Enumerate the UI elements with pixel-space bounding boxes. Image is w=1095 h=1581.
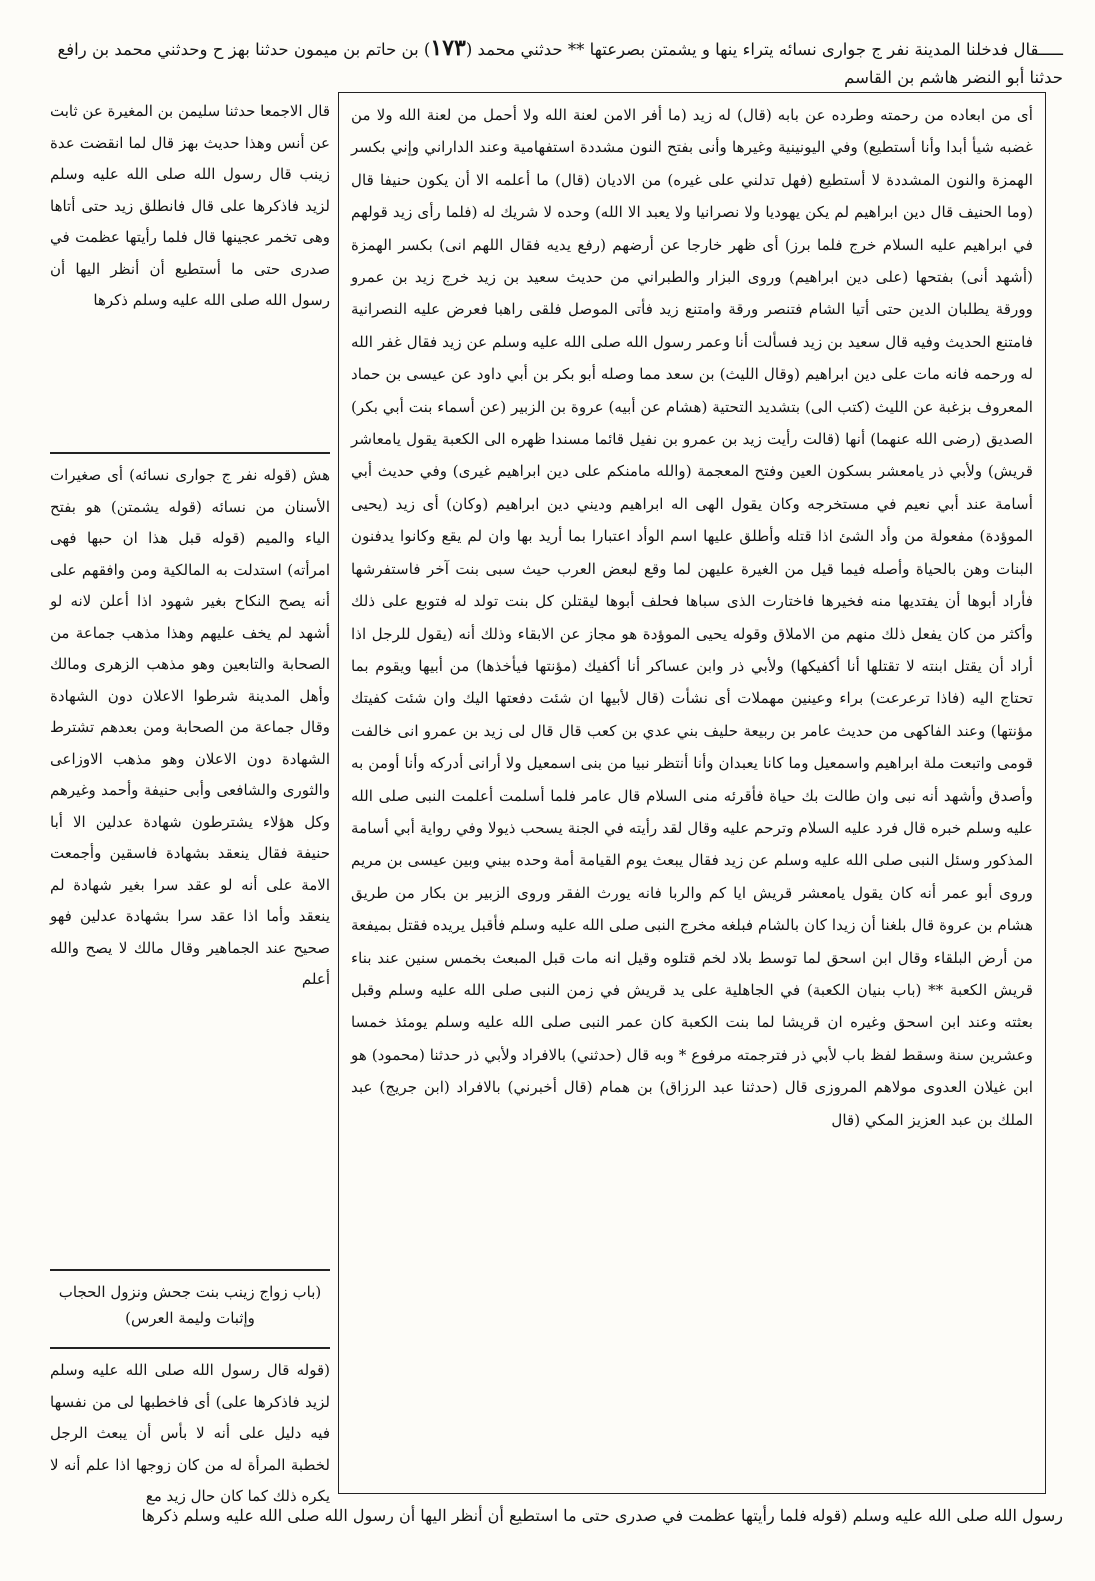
divider xyxy=(50,1269,330,1271)
header-text-start: ـــــقال فدخلنا المدينة نفر ج جوارى نسائه يتراء ينها و يشمتن بصرعتها ** حدثني محمد ( xyxy=(465,40,1063,59)
margin-column xyxy=(50,96,330,1505)
margin-commentary-text: هش (قوله نفر ج جوارى نسائه) أى صغيرات الأسنان من نسائه (قوله يشمتن) هو بفتح الياء والميم (قوله قبل هذا ان حبها فهى امرأته) استدلت به المالكية ومن وافقهم على أنه يصح النكاح بغير شهود اذا أعلن لانه لو أشهد لم يخف عليهم وهذا مذهب جماعة من الصحابة والتابعين وهو مذهب الزهرى ومالك وأهل المدينة شرطوا الاعلان دون الشهادة وقال جماعة من الصحابة ومن بعدهم تشترط الشهادة دون الاعلان وهو مذهب الاوزاعى والثورى والشافعى وأبى حنيفة وأحمد وغيرهم وكل هؤلاء يشترطون شهادة عدلين الا أبا حنيفة فقال ينعقد بشهادة فاسقين وأجمعت الامة على أنه لو عقد سرا بغير شهادة لم ينعقد وأما اذا عقد سرا بشهادة عدلين فهو صحيح عند الجماهير وقال مالك لا يصح والله أعلم xyxy=(50,466,330,988)
header-text-end: ) بن حاتم بن ميمون حدثنا بهز ح وحدثني محمد بن رافع حدثنا أبو النضر هاشم بن القاسم xyxy=(57,40,1063,87)
main-commentary-text: أى من ابعاده من رحمته وطرده عن بابه (قال) له زيد (ما أفر الامن لعنة الله ولا أحمل من لعنة الله ولا من غضبه شيأ أبدا وأنا أستطيع) وفي اليونينية وغيرها وأنى بفتح النون مشددة استفهامية وعند الداراني وإني بكسر الهمزة والنون المشددة لا أستطيع (فهل تدلني على غيره) من الاديان (قال) ما أعلمه الا أن يكون حنيفا قال (وما الحنيف قال دين ابراهيم لم يكن يهوديا ولا نصرانيا ولا يعبد الا الله) وحده لا شريك له (فلما رأى زيد قولهم في ابراهيم عليه السلام خرج فلما برز) أى ظهر خارجا عن أرضهم (رفع يديه فقال اللهم انى) بكسر الهمزة (أشهد أنى) بفتحها (على دين ابراهيم) وروى البزار والطبراني من حديث سعيد بن زيد خرج زيد بن عمرو وورقة يطلبان الدين حتى أتيا الشام فتنصر ورقة وامتنع زيد فأتى الموصل فلقى راهبا فعرض عليه النصرانية فامتنع الحديث وفيه قال سعيد بن زيد فسألت أنا وعمر رسول الله صلى الله عليه وسلم عن زيد فقال غفر الله له ورحمه فانه مات على دين ابراهيم (وقال الليث) بن سعد مما وصله أبو بكر بن أبي داود عن عيسى بن حماد المعروف بزغبة عن الليث (كتب الى) بتشديد التحتية (هشام عن أبيه) عروة بن الزبير (عن أسماء بنت أبي بكر) الصديق (رضى الله عنهما) أنها (قالت رأيت زيد بن عمرو بن نفيل قائما مسندا ظهره الى الكعبة يقول يامعاشر قريش) ولأبي ذر يامعشر بسكون العين وفتح المعجمة (والله مامنكم على دين ابراهيم غيرى) وفي حديث أبي أسامة عند أبي نعيم في مستخرجه وكان يقول الهى اله ابراهيم وديني دين ابراهيم (وكان) أى زيد (يحيى الموؤدة) مفعولة من وأد الشئ اذا قتله وأطلق عليها اسم الوأد اعتبارا بما أريد بها وان لم يقع وكانوا يدفنون البنات وهن بالحياة وأصله فيما قيل من الغيرة عليهن لما وقع لبعض العرب حيث سبى بنت آخر فاستفرشها فأراد أبوها أن يفتديها منه فخيرها فاختارت الذى سباها فحلف أبوها ليقتلن كل بنت تولد له فتوبع على ذلك وأكثر من كان يفعل ذلك منهم من الاملاق وقوله يحيى الموؤدة هو مجاز عن الابقاء وذلك أنه (يقول للرجل اذا أراد أن يقتل ابنته لا تقتلها أنا أكفيكها) ولأبي ذر وابن عساكر أنا أكفيك (مؤنتها فيأخذها) من أبيها ويقوم بما تحتاج اليه (فاذا ترعرعت) براء وعينين مهملات أى نشأت (قال لأبيها ان شئت دفعتها اليك وان شئت كفيتك مؤنتها) وعند الفاكهى من حديث عامر بن ربيعة حليف بني عدي بن كعب قال قال لى زيد بن عمرو انى خالفت قومى واتبعت ملة ابراهيم واسمعيل وما كانا يعبدان وأنا أنتظر نبيا من بنى اسمعيل ولا أرانى أدركه وأنا أومن به وأصدق وأشهد أنه نبى وان طالت بك حياة فأقرئه منى السلام قال عامر فلما أسلمت أعلمت النبى صلى الله عليه وسلم خبره قال فرد عليه السلام وترحم عليه وقال لقد رأيته في الجنة يسحب ذيولا وفي رواية أبي أسامة المذكور وسئل النبى صلى الله عليه وسلم عن زيد فقال يبعث يوم القيامة أمة وحده بيني وبين عيسى بن مريم وروى أبو عمر أنه كان يقول يامعشر قريش ايا كم والربا فانه يورث الفقر وروى الزبير بن بكار من طريق هشام بن عروة قال بلغنا أن زيدا كان بالشام فبلغه مخرج النبى صلى الله عليه وسلم فأقبل يريده فقتل بميفعة من أرض البلقاء وقال ابن اسحق لما توسط بلاد لخم قتلوه وقيل انه مات قبل المبعث بخمس سنين عند بناء قريش الكعبة ** (باب بنيان الكعبة) في الجاهلية على يد قريش في زمن النبى صلى الله عليه وسلم وقبل بعثته وعند ابن اسحق وغيره ان قريشا لما بنت الكعبة كان عمر النبى صلى الله عليه وسلم يومئذ خمسا وعشرين سنة وسقط لفظ باب لأبي ذر فترجمته مرفوع * وبه قال (حدثني) بالافراد ولأبي ذر حدثنا (محمود) هو ابن غيلان العدوى مولاهم المروزى قال (حدثنا عبد الرزاق) بن همام (قال أخبرني) بالافراد (ابن جريج) عبد الملك بن عبد العزيز المكي (قال xyxy=(351,106,1033,1129)
page-header xyxy=(48,34,1063,94)
margin-commentary-text-2: (قوله قال رسول الله صلى الله عليه وسلم لزيد فاذكرها على) أى فاخطبها لى من نفسها فيه دليل على أنه لا بأس أن يبعث الرجل لخطبة المرأة له من كان زوجها اذا علم أنه لا يكره ذلك كما كان حال زيد مع xyxy=(50,1361,330,1505)
page-footer: رسول الله صلى الله عليه وسلم (قوله فلما رأيتها عظمت في صدرى حتى ما استطيع أن أنظر اليها أن رسول الله صلى الله عليه وسلم ذكرها xyxy=(141,1506,1063,1525)
chapter-title: (باب زواج زينب بنت جحش ونزول الحجاب وإثبات وليمة العرس) xyxy=(58,1283,322,1327)
main-commentary-column xyxy=(338,92,1046,1494)
margin-hadith-text: قال الاجمعا حدثنا سليمن بن المغيرة عن ثابت عن أنس وهذا حديث بهز قال لما انقضت عدة زينب قال رسول الله صلى الله عليه وسلم لزيد فاذكرها على قال فانطلق زيد حتى أتاها وهى تخمر عجينها قال فلما رأيتها عظمت في صدرى حتى ما أستطيع أن أنظر اليها أن رسول الله صلى الله عليه وسلم ذكرها xyxy=(50,102,330,309)
divider xyxy=(50,1347,330,1349)
divider xyxy=(50,452,330,454)
page-number: ١٧٣ xyxy=(430,35,466,61)
